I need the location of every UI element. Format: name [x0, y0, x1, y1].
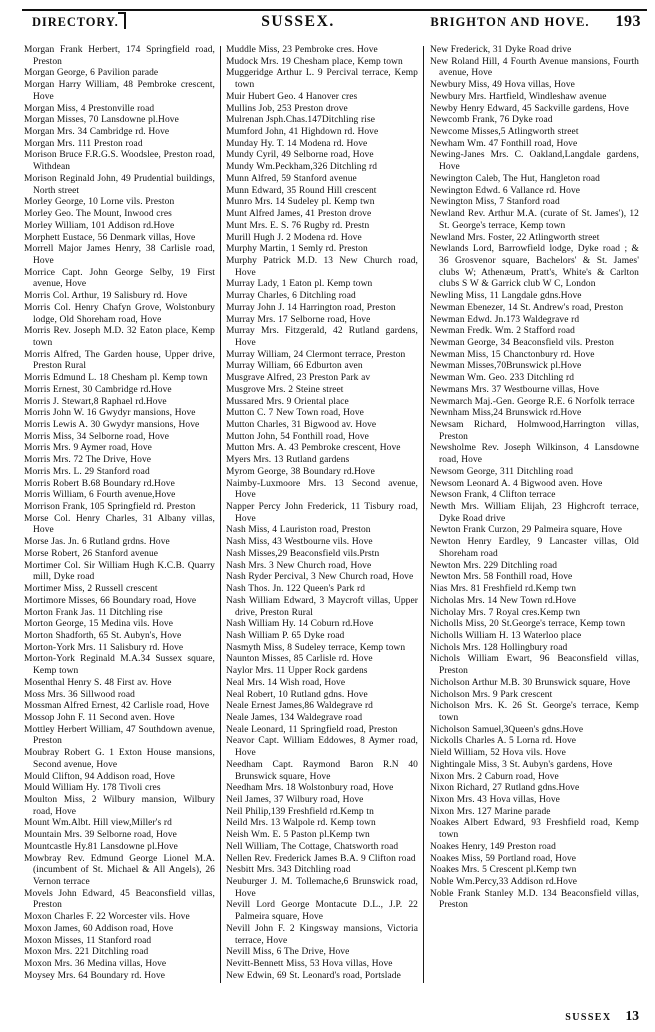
directory-entry: Morris J. Stewart,8 Raphael rd.Hove [24, 396, 167, 407]
directory-entry: Neavor Capt. William Eddowes, 8 Aymer road, Hove [226, 736, 418, 759]
directory-entry: Neale James, 134 Waldegrave road [226, 712, 363, 723]
directory-entry: Murray Charles, 6 Ditchling road [226, 291, 356, 302]
directory-entry: Newlands Lord, Barrowfield lodge, Dyke road ; & 36 Grosvenor square, Bachelors' & St. James' clubs W; Athenæum, Pratt's, White's & Carlton clubs S W & Garrick club W C, London [430, 244, 639, 290]
directory-entry: Naimby-Luxmoore Mrs. 13 Second avenue, Hove [226, 478, 418, 501]
directory-entry: Nevitt-Bennett Miss, 53 Hova villas, Hove [226, 959, 393, 970]
directory-entry: Nell William, The Cottage, Chatsworth road [226, 841, 399, 852]
directory-entry: Moysey Mrs. 64 Boundary rd. Hove [24, 970, 166, 981]
directory-entry: Needham Capt. Raymond Baron R.N 40 Brunswick square, Hove [226, 759, 418, 782]
directory-entry: Morgan Harry William, 48 Pembroke crescent, Hove [24, 80, 215, 102]
directory-entry: Neale Leonard, 11 Springfield road, Preston [226, 724, 398, 735]
directory-entry: Munt Mrs. E. S. 76 Rugby rd. Prestn [226, 220, 370, 231]
directory-entry: Newton Henry Eardley, 9 Lancaster villas, Old Shoreham road [430, 537, 639, 559]
directory-entry: Noble Frank Stanley M.D. 134 Beaconsfield villas, Preston [430, 888, 639, 911]
directory-entry: Morse Jas. Jn. 6 Rutland grdns. Hove [24, 537, 170, 548]
directory-entry: Morley Geo. The Mount, Inwood cres [24, 209, 172, 220]
directory-entry: Noakes Mrs. 5 Crescent pl.Kemp twn [430, 865, 577, 876]
directory-entry: Mossman Alfred Ernest, 42 Carlisle road, Hove [24, 701, 210, 712]
directory-entry: Mountain Mrs. 39 Selborne road, Hove [24, 830, 177, 841]
directory-entry: Morris Mrs. L. 29 Stanford road [24, 466, 150, 477]
directory-entry: Morison Bruce F.R.G.S. Woodslee, Preston road, Withdean [24, 150, 215, 173]
directory-entry: Newton Frank Curzon, 29 Palmeira square, Hove [430, 525, 622, 536]
directory-entry: Musgrave Alfred, 23 Preston Park av [226, 373, 371, 384]
directory-entry: Morris Miss, 34 Selborne road, Hove [24, 431, 170, 442]
directory-entry: Munro Mrs. 14 Sudeley pl. Kemp twn [226, 197, 375, 208]
directory-entry: Morgan Mrs. 111 Preston road [24, 138, 143, 149]
directory-entry: Noakes Albert Edward, 93 Freshfield road, Kemp town [430, 818, 639, 841]
directory-entry: Nicholson Mrs. 9 Park crescent [430, 689, 553, 700]
directory-entry: Munday Hy. T. 14 Modena rd. Hove [226, 138, 368, 149]
directory-entry: Nicholay Mrs. 7 Royal cres.Kemp twn [430, 607, 581, 618]
directory-entry: Naunton Misses, 85 Carlisle rd. Hove [226, 654, 373, 665]
directory-entry: Morphett Eustace, 56 Denmark villas, Hove [24, 232, 196, 243]
directory-entry: Muggeridge Arthur L. 9 Percival terrace, Kemp town [226, 68, 418, 91]
directory-entry: Mould William Hy. 178 Tivoli cres [24, 783, 161, 794]
directory-entry: Mullins Job, 253 Preston drove [226, 103, 348, 114]
directory-entry: Neild Mrs. 13 Walpole rd. Kemp town [226, 818, 376, 829]
directory-entry: Murphy Martin, 1 Semly rd. Preston [226, 244, 368, 255]
directory-entry: Mundy Wm.Peckham,326 Ditchling rd [226, 162, 378, 173]
directory-entry: Mowbray Rev. Edmund George Lionel M.A. (incumbent of St. Michael & All Angels), 26 Vernon terrace [24, 853, 215, 888]
column-2 [220, 45, 423, 985]
directory-entry: Murray William, 24 Clermont terrace, Preston [226, 349, 406, 360]
directory-entry: Newington Edwd. 6 Vallance rd. Hove [430, 185, 581, 196]
directory-entry: Neish Wm. E. 5 Paston pl.Kemp twn [226, 830, 370, 841]
directory-entry: Mundy Cyril, 49 Selborne road, Hove [226, 150, 374, 161]
directory-entry: Newman George, 34 Beaconsfield vils. Preston [430, 337, 614, 348]
directory-entry: Newth Mrs. William Elijah, 23 Highcroft terrace, Dyke Road drive [430, 502, 639, 524]
directory-entry: Nasmyth Miss, 8 Sudeley terrace, Kemp town [226, 642, 406, 653]
directory-entry: Morgan Misses, 70 Lansdowne pl.Hove [24, 115, 179, 126]
directory-entry: Newman Fredk. Wm. 2 Stafford road [430, 326, 575, 337]
directory-entry: Newham Wm. 47 Fonthill road, Hove [430, 138, 578, 149]
directory-entry: Munn Edward, 35 Round Hill crescent [226, 185, 377, 196]
directory-entry: Murill Hugh J. 2 Modena rd. Hove [226, 232, 362, 243]
directory-entry: Nixon Mrs. 2 Caburn road, Hove [430, 771, 559, 782]
directory-entry: Morley William, 101 Addison rd.Hove [24, 220, 175, 231]
header-center-title: SUSSEX. [261, 13, 335, 30]
directory-entry: Nash Ryder Percival, 3 New Church road, Hove [226, 572, 414, 583]
directory-entry: Newing-Janes Mrs. C. Oakland,Langdale gardens, Hove [430, 150, 639, 173]
directory-entry: Mossop John F. 11 Second aven. Hove [24, 712, 175, 723]
directory-entry: Nash Thos. Jn. 122 Queen's Park rd [226, 584, 366, 595]
directory-columns [24, 45, 645, 985]
directory-entry: Morris Rev. Joseph M.D. 32 Eaton place, Kemp town [24, 326, 215, 348]
directory-entry: Newson Frank, 4 Clifton terrace [430, 490, 556, 501]
directory-entry: Munn Alfred, 59 Stanford avenue [226, 173, 357, 184]
directory-entry: Mutton Mrs. A. 43 Pembroke crescent, Hove [226, 443, 401, 454]
directory-entry: Noakes Miss, 59 Portland road, Hove [430, 853, 577, 864]
directory-entry: Newman Ebenezer, 14 St. Andrew's road, Preston [430, 302, 624, 313]
directory-entry: Nickolls Charles A. 5 Lorna rd. Hove [430, 736, 577, 747]
directory-entry: Murray Mrs. 17 Selborne road, Hove [226, 314, 371, 325]
directory-entry: Mould Clifton, 94 Addison road, Hove [24, 771, 175, 782]
directory-entry: Nicholls Miss, 20 St.George's terrace, Kemp town [430, 619, 626, 630]
directory-entry: Newton Mrs. 58 Fonthill road, Hove [430, 572, 573, 583]
directory-entry: Neuburger J. M. Tollemache,6 Brunswick road, Hove [226, 877, 418, 899]
directory-entry: Newbury Miss, 49 Hova villas, Hove [430, 80, 575, 91]
directory-entry: Musgrove Mrs. 2 Steine street [226, 384, 344, 395]
directory-page [0, 9, 655, 1032]
directory-entry: Morris Mrs. 72 The Drive, Hove [24, 455, 152, 466]
footer-signature: 13 [625, 1008, 639, 1023]
directory-entry: Nichols Mrs. 128 Hollingbury road [430, 642, 568, 653]
directory-entry: Nevill Lord George Montacute D.L., J.P. 22 Palmeira square, Hove [226, 900, 418, 923]
directory-entry: Moxon Mrs. 36 Medina villas, Hove [24, 959, 167, 970]
directory-entry: Newmarch Maj.-Gen. George R.E. 6 Norfolk terrace [430, 396, 635, 407]
directory-entry: Muir Hubert Geo. 4 Hanover cres [226, 91, 358, 102]
directory-entry: Morris Lewis A. 30 Gwydyr mansions, Hove [24, 420, 200, 430]
directory-entry: Nash Mrs. 3 New Church road, Hove [226, 560, 372, 571]
page-number: 193 [615, 13, 641, 30]
directory-entry: Nesbitt Mrs. 343 Ditchling road [226, 865, 351, 876]
directory-entry: Newsom George, 311 Ditchling road [430, 466, 574, 477]
header-left-label [32, 15, 126, 30]
directory-entry: Morrison Frank, 105 Springfield rd. Preston [24, 502, 196, 513]
directory-entry: Newsom Leonard A. 4 Bigwood aven. Hove [430, 478, 603, 489]
running-head [24, 9, 641, 42]
directory-entry: Newman Misses,70Brunswick pl.Hove [430, 361, 582, 372]
directory-entry: Newland Mrs. Foster, 22 Atlingworth street [430, 232, 600, 243]
directory-entry: Morley George, 10 Lorne vils. Preston [24, 197, 175, 208]
directory-entry: Newman Wm. Geo. 233 Ditchling rd [430, 373, 575, 384]
directory-entry: Neil Philip,139 Freshfield rd.Kemp tn [226, 806, 374, 817]
directory-entry: Nash William P. 65 Dyke road [226, 630, 345, 641]
directory-entry: Newcome Misses,5 Atlingworth street [430, 127, 579, 138]
directory-entry: Newby Henry Edward, 45 Sackville gardens, Hove [430, 103, 629, 114]
directory-entry: Morton George, 15 Medina vils. Hove [24, 619, 174, 630]
directory-entry: Newsholme Rev. Joseph Wilkinson, 4 Lansdowne road, Hove [430, 443, 639, 466]
directory-entry: Murray Mrs. Fitzgerald, 42 Rutland gardens, Hove [226, 326, 418, 348]
directory-entry: Mulrenan Jsph.Chas.147Ditchling rise [226, 115, 375, 126]
directory-entry: Morris Col. Arthur, 19 Salisbury rd. Hove [24, 291, 188, 302]
directory-entry: Nevill Miss, 6 The Drive, Hove [226, 947, 350, 958]
directory-entry: Moulton Miss, 2 Wilbury mansion, Wilbury road, Hove [24, 795, 215, 817]
directory-entry: Morris William, 6 Fourth avenue,Hove [24, 490, 176, 501]
directory-entry: Moxon Misses, 11 Stanford road [24, 935, 152, 946]
directory-entry: Moxon Mrs. 221 Ditchling road [24, 947, 149, 958]
directory-entry: Morris Mrs. 9 Aymer road, Hove [24, 443, 152, 454]
directory-entry: Nicholson Samuel,3Queen's gdns.Hove [430, 724, 584, 735]
directory-entry: Morgan Frank Herbert, 174 Springfield road, Preston [24, 45, 215, 67]
directory-entry: Muddle Miss, 23 Pembroke cres. Hove [226, 45, 378, 55]
directory-entry: Movels John Edward, 45 Beaconsfield villas, Preston [24, 888, 215, 911]
directory-entry: Nellen Rev. Frederick James B.A. 9 Clifton road [226, 853, 416, 864]
directory-entry: Murphy Patrick M.D. 13 New Church road, Hove [226, 255, 418, 278]
directory-entry: Mosenthal Henry S. 48 First av. Hove [24, 677, 172, 688]
directory-entry: Nicholas Mrs. 14 New Town rd.Hove [430, 595, 577, 606]
directory-entry: Morris Robert B.68 Boundary rd.Hove [24, 478, 175, 489]
directory-entry: Nicholls William H. 13 Waterloo place [430, 630, 582, 641]
directory-entry: Mudock Mrs. 19 Chesham place, Kemp town [226, 56, 403, 67]
directory-entry: Mortimer Miss, 2 Russell crescent [24, 584, 158, 595]
directory-entry: Neal Robert, 10 Rutland gdns. Hove [226, 689, 368, 700]
directory-entry: Newbury Mrs. Hartfield, Windleshaw avenue [430, 91, 607, 102]
directory-entry: Morse Col. Henry Charles, 31 Albany villas, Hove [24, 513, 215, 536]
directory-entry: Nash Miss, 4 Lauriston road, Preston [226, 525, 371, 536]
column-3 [423, 45, 639, 985]
directory-entry: New Roland Hill, 4 Fourth Avenue mansions, Fourth avenue, Hove [430, 56, 639, 79]
directory-entry: Mutton C. 7 New Town road, Hove [226, 408, 364, 419]
directory-entry: Murray Lady, 1 Eaton pl. Kemp town [226, 279, 373, 290]
directory-entry: Newman Miss, 15 Chanctonbury rd. Hove [430, 349, 595, 360]
header-left-text: DIRECTORY. [32, 15, 119, 29]
directory-entry: Newington Miss, 7 Stanford road [430, 197, 560, 208]
directory-entry: New Frederick, 31 Dyke Road drive [430, 45, 572, 55]
directory-entry: Newling Miss, 11 Langdale gdns.Hove [430, 291, 582, 302]
directory-entry: Nash Misses,29 Beaconsfield vils.Prstn [226, 548, 380, 559]
directory-entry: Morton Shadforth, 65 St. Aubyn's, Hove [24, 630, 182, 641]
directory-entry: Nixon Mrs. 127 Marine parade [430, 806, 551, 817]
directory-entry: Morrell Major James Henry, 38 Carlisle road, Hove [24, 244, 215, 266]
directory-entry: Morrice Capt. John George Selby, 19 First avenue, Hove [24, 267, 215, 290]
header-bracket [118, 12, 126, 29]
directory-entry: Nash Miss, 43 Westbourne vils. Hove [226, 537, 373, 548]
directory-entry: Napper Percy John Frederick, 11 Tisbury road, Hove [226, 502, 418, 524]
directory-entry: Nixon Mrs. 43 Hova villas, Hove [430, 795, 560, 805]
directory-entry: Morison Reginald John, 49 Prudential buildings, North street [24, 173, 215, 196]
directory-entry: Moss Mrs. 36 Sillwood road [24, 689, 135, 700]
directory-entry: New Edwin, 69 St. Leonard's road, Portslade [226, 970, 401, 981]
directory-entry: Morris John W. 16 Gwydyr mansions, Hove [24, 408, 196, 419]
directory-entry: Morton-York Reginald M.A.34 Sussex square, Kemp town [24, 654, 215, 677]
directory-entry: Noakes Henry, 149 Preston road [430, 841, 556, 852]
directory-entry: Needham Mrs. 18 Wolstonbury road, Hove [226, 783, 394, 794]
directory-entry: Mortimore Misses, 66 Boundary road, Hove [24, 595, 197, 606]
directory-entry: Newton Mrs. 229 Ditchling road [430, 560, 558, 571]
directory-entry: Murray John J. 14 Harrington road, Preston [226, 302, 396, 313]
directory-entry: Morgan Mrs. 34 Cambridge rd. Hove [24, 127, 170, 138]
directory-entry: Mumford John, 41 Highdown rd. Hove [226, 127, 379, 138]
directory-entry: Nichols William Ewart, 96 Beaconsfield villas, Preston [430, 654, 639, 677]
directory-entry: Moxon Charles F. 22 Worcester vils. Hove [24, 912, 190, 923]
directory-entry: Newnham Miss,24 Brunswick rd.Hove [430, 408, 582, 419]
footer-word: SUSSEX [565, 1012, 612, 1023]
directory-entry: Nevill John F. 2 Kingsway mansions, Victoria terrace, Hove [226, 923, 418, 946]
directory-entry: Morse Robert, 26 Stanford avenue [24, 548, 159, 559]
directory-entry: Myers Mrs. 13 Rutland gardens [226, 455, 350, 466]
directory-entry: Newland Rev. Arthur M.A. (curate of St. James'), 12 St. George's terrace, Kemp town [430, 209, 639, 231]
directory-entry: Newman Edwd. Jn.173 Waldegrave rd [430, 314, 580, 325]
directory-entry: Nield William, 52 Hova vils. Hove [430, 748, 566, 759]
directory-entry: Nias Mrs. 81 Freshfield rd.Kemp twn [430, 584, 577, 595]
directory-entry: Moxon James, 60 Addison road, Hove [24, 923, 174, 934]
directory-entry: Nicholson Mrs. K. 26 St. George's terrace, Kemp town [430, 701, 639, 723]
directory-entry: Myrom George, 38 Boundary rd.Hove [226, 466, 375, 477]
directory-entry: Mussared Mrs. 9 Oriental place [226, 396, 349, 407]
directory-entry: Newsam Richard, Holmwood,Harrington villas, Preston [430, 420, 639, 442]
directory-entry: Mutton John, 54 Fonthill road, Hove [226, 431, 369, 442]
directory-entry: Mount Wm.Albt. Hill view,Miller's rd [24, 818, 172, 829]
directory-entry: Morgan George, 6 Pavilion parade [24, 68, 159, 79]
directory-entry: Murray William, 66 Edburton aven [226, 361, 363, 372]
directory-entry: Morris Edmund L. 18 Chesham pl. Kemp town [24, 373, 208, 384]
directory-entry: Mutton Charles, 31 Bigwood av. Hove [226, 420, 377, 430]
directory-entry: Nixon Richard, 27 Rutland gdns.Hove [430, 783, 580, 794]
directory-entry: Mortimer Col. Sir William Hugh K.C.B. Quarry mill, Dyke road [24, 560, 215, 583]
directory-entry: Naylor Mrs. 11 Upper Rock gardens [226, 666, 368, 677]
directory-entry: Nash William Edward, 3 Maycroft villas, Upper drive, Preston Rural [226, 595, 418, 618]
directory-entry: Nicholson Arthur M.B. 30 Brunswick square, Hove [430, 677, 631, 688]
directory-entry: Mountcastle Hy.81 Lansdowne pl.Hove [24, 841, 178, 852]
directory-entry: Neil James, 37 Wilbury road, Hove [226, 795, 364, 805]
directory-entry: Morgan Miss, 4 Prestonville road [24, 103, 155, 114]
directory-entry: Munt Alfred James, 41 Preston drove [226, 209, 372, 220]
directory-entry: Morton Frank Jas. 11 Ditchling rise [24, 607, 163, 618]
directory-entry: Neal Mrs. 14 Wish road, Hove [226, 677, 346, 688]
directory-entry: Newcomb Frank, 76 Dyke road [430, 115, 553, 126]
directory-entry: Neale Ernest James,86 Waldegrave rd [226, 701, 373, 712]
directory-entry: Mottley Herbert William, 47 Southdown avenue, Preston [24, 724, 215, 747]
directory-entry: Morris Alfred, The Garden house, Upper drive, Preston Rural [24, 349, 215, 372]
directory-entry: Morris Col. Henry Chafyn Grove, Wolstonbury lodge, Old Shoreham road, Hove [24, 302, 215, 325]
header-right-label: BRIGHTON AND HOVE. [430, 15, 590, 29]
directory-entry: Morton-York Mrs. 11 Salisbury rd. Hove [24, 642, 184, 653]
directory-entry: Nightingale Miss, 3 St. Aubyn's gardens, Hove [430, 759, 613, 770]
directory-entry: Nash William Hy. 14 Coburn rd.Hove [226, 619, 374, 630]
column-1 [24, 45, 220, 985]
directory-entry: Newmans Mrs. 37 Westbourne villas, Hove [430, 384, 600, 395]
directory-entry: Newington Caleb, The Hut, Hangleton road [430, 173, 600, 184]
directory-entry: Morris Ernest, 30 Cambridge rd.Hove [24, 384, 172, 395]
directory-entry: Noble Wm.Percy,33 Addison rd.Hove [430, 877, 578, 888]
page-footer [24, 1008, 639, 1024]
directory-entry: Moubray Robert G. 1 Exton House mansions, Second avenue, Hove [24, 748, 215, 770]
